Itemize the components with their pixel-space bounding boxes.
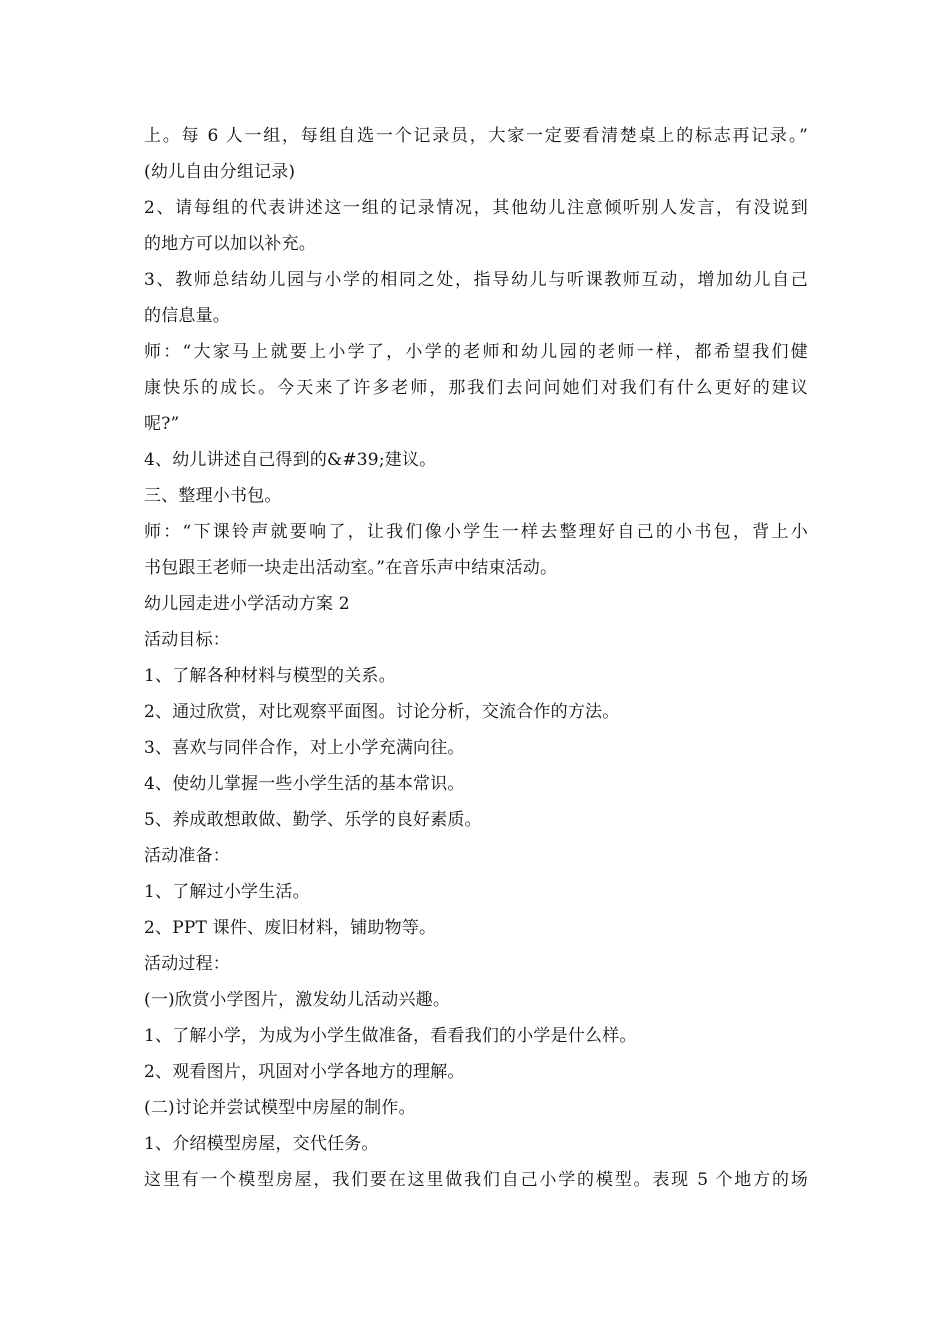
document-line: 幼儿园走进小学活动方案 2 (144, 594, 350, 614)
document-line: 3、喜欢与同伴合作，对上小学充满向往。 (144, 738, 465, 758)
document-line: 1、介绍模型房屋，交代任务。 (144, 1134, 379, 1154)
document-line: 这里有一个模型房屋，我们要在这里做我们自己小学的模型。表现 5 个地方的场 (144, 1170, 808, 1190)
document-line: 书包跟王老师一块走出活动室。”在音乐声中结束活动。 (144, 558, 558, 578)
document-line: 活动过程： (144, 954, 230, 974)
document-line: 的地方可以加以补充。 (144, 234, 316, 254)
document-line: 5、养成敢想敢做、勤学、乐学的良好素质。 (144, 810, 482, 830)
document-line: 2、PPT 课件、废旧材料，铺助物等。 (144, 918, 437, 938)
document-line: 活动目标： (144, 630, 230, 650)
document-line: 2、请每组的代表讲述这一组的记录情况，其他幼儿注意倾听别人发言，有没说到 (144, 198, 808, 218)
document-line: 师：“下课铃声就要响了，让我们像小学生一样去整理好自己的小书包，背上小 (144, 522, 808, 542)
document-line: 的信息量。 (144, 306, 230, 326)
document-line: 师：“大家马上就要上小学了，小学的老师和幼儿园的老师一样，都希望我们健 (144, 342, 808, 362)
document-line: 2、通过欣赏，对比观察平面图。讨论分析，交流合作的方法。 (144, 702, 620, 722)
document-line: 上。每 6 人一组，每组自选一个记录员，大家一定要看清楚桌上的标志再记录。” (144, 126, 808, 146)
document-line: 三、整理小书包。 (144, 486, 282, 506)
document-line: (一)欣赏小学图片，激发幼儿活动兴趣。 (144, 990, 451, 1010)
document-line: 康快乐的成长。今天来了许多老师，那我们去问问她们对我们有什么更好的建议 (144, 378, 808, 398)
document-line: (幼儿自由分组记录) (144, 162, 296, 182)
document-line: 1、了解小学，为成为小学生做准备，看看我们的小学是什么样。 (144, 1026, 637, 1046)
document-line: 4、使幼儿掌握一些小学生活的基本常识。 (144, 774, 465, 794)
document-line: 1、了解过小学生活。 (144, 882, 310, 902)
document-line: 2、观看图片，巩固对小学各地方的理解。 (144, 1062, 465, 1082)
document-line: 1、了解各种材料与模型的关系。 (144, 666, 396, 686)
document-line: 呢?” (144, 414, 180, 434)
document-line: 3、教师总结幼儿园与小学的相同之处，指导幼儿与听课教师互动，增加幼儿自己 (144, 270, 808, 290)
document-line: (二)讨论并尝试模型中房屋的制作。 (144, 1098, 416, 1118)
document-line: 4、幼儿讲述自己得到的&#39;建议。 (144, 450, 437, 470)
document-body (144, 118, 808, 1198)
document-line: 活动准备： (144, 846, 230, 866)
